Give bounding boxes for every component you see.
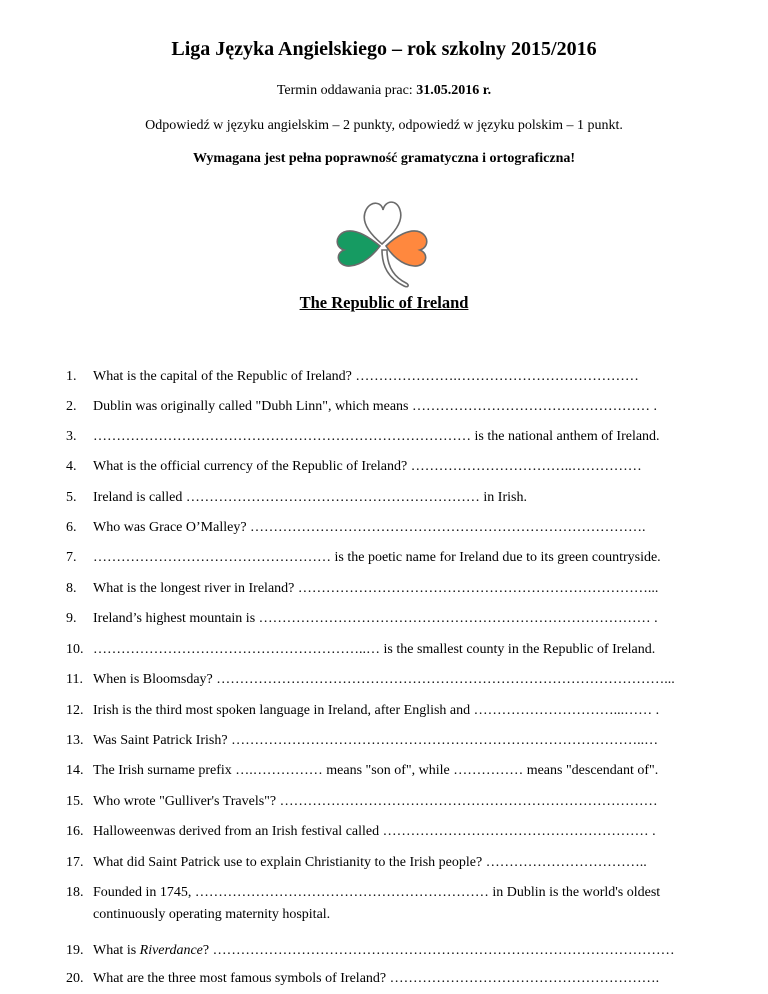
question-text: What are the three most famous symbols of Ireland? …………………………………………………. (93, 971, 660, 986)
question-text: When is Bloomsday? ……………………………………………………………………………………... (93, 672, 675, 687)
question-item: 3. ……………………………………………………………………… is the national anthem of Ireland. (66, 426, 726, 448)
question-item: 12. Irish is the third most spoken language in Ireland, after English and …………………………...…… . (66, 700, 726, 722)
deadline-label: Termin oddawania prac: (276, 83, 417, 98)
question-item: 4. What is the official currency of the Republic of Ireland? ……………………………..…………… (66, 456, 726, 478)
question-text: Halloweenwas derived from an Irish festival called ………………………………………………… . (93, 824, 656, 839)
question-text: Dublin was originally called "Dubh Linn", which means …………………………………………… . (93, 399, 657, 414)
riverdance-italic: Riverdance (139, 943, 203, 958)
question-text: ……………………………………………………………………… is the national anthem of Ireland. (93, 429, 660, 444)
scoring-note: Odpowiedź w języku angielskim – 2 punkty, odpowiedź w języku polskim – 1 punkt. (145, 118, 623, 133)
question-text: Was Saint Patrick Irish? ……………………………………………………………………………..… (93, 733, 659, 748)
question-text: What is the capital of the Republic of Ireland? ………………….………………………………… (93, 369, 639, 384)
question-text: Ireland is called ……………………………………………………… in Irish. (93, 490, 527, 505)
question-text: What is the official currency of the Republic of Ireland? ……………………………..…………… (93, 459, 642, 474)
question-item: 10. …………………………………………………..… is the smallest county in the Republic of Ireland. (66, 639, 726, 661)
deadline-line (0, 83, 768, 99)
question-item: 17. What did Saint Patrick use to explain Christianity to the Irish people? …………………………….. (66, 852, 726, 874)
question-item: 6. Who was Grace O’Malley? …………………………………………………………………………. (66, 517, 726, 539)
question-item: 13. Was Saint Patrick Irish? ……………………………………………………………………………..… (66, 730, 726, 752)
question-text: What is the longest river in Ireland? …………………………………………………………………... (93, 581, 659, 596)
question-item: 1. What is the capital of the Republic of Ireland? ………………….………………………………… (66, 366, 726, 388)
section-title: The Republic of Ireland (299, 293, 469, 312)
question-text: The Irish surname prefix ….…………… means "son of", while …………… means "descendant of". (93, 763, 659, 778)
grammar-note: Wymagana jest pełna poprawność gramatyczna i ortograficzna! (192, 151, 576, 166)
question-item: 15. Who wrote "Gulliver's Travels"? ……………………………………………………………………… (66, 791, 726, 813)
question-item: 5. Ireland is called ……………………………………………………… in Irish. (66, 487, 726, 509)
question-item: 19. What is Riverdance? ……………………………………………………………………………………… (66, 940, 726, 962)
shamrock-icon (330, 192, 435, 292)
page-title: Liga Języka Angielskiego – rok szkolny 2015/2016 (171, 38, 597, 60)
question-text: …………………………………………………..… is the smallest county in the Republic of Ireland. (93, 642, 656, 657)
question-item: 20. What are the three most famous symbols of Ireland? …………………………………………………. (66, 968, 726, 990)
question-text: Ireland’s highest mountain is ………………………………………………………………………… . (93, 611, 658, 626)
question-text: What did Saint Patrick use to explain Christianity to the Irish people? …………………………….. (93, 855, 647, 870)
question-item: 14. The Irish surname prefix ….…………… means "son of", while …………… means "descendant of". (66, 760, 726, 782)
question-item: 11. When is Bloomsday? ……………………………………………………………………………………... (66, 669, 726, 691)
question-item: 18. Founded in 1745, ……………………………………………………… in Dublin is the world's oldest continuously operating maternity hospital. (66, 882, 726, 926)
question-item: 9. Ireland’s highest mountain is ………………………………………………………………………… . (66, 608, 726, 630)
question-text: …………………………………………… is the poetic name for Ireland due to its green countryside. (93, 550, 661, 565)
question-item: 7. …………………………………………… is the poetic name for Ireland due to its green countryside. (66, 547, 726, 569)
question-item: 2. Dublin was originally called "Dubh Linn", which means …………………………………………… . (66, 396, 726, 418)
question-text: Founded in 1745, ……………………………………………………… in Dublin is the world's oldest continuously operating maternity hospital. (93, 885, 661, 922)
question-item: 16. Halloweenwas derived from an Irish festival called ………………………………………………… . (66, 821, 726, 843)
question-text: Irish is the third most spoken language in Ireland, after English and …………………………...…… . (93, 703, 660, 718)
shamrock-leaf-right (386, 231, 427, 266)
question-text: Who wrote "Gulliver's Travels"? ……………………………………………………………………… (93, 794, 658, 809)
question-text: What is Riverdance? ……………………………………………………………………………………… (93, 943, 675, 958)
question-text: Who was Grace O’Malley? …………………………………………………………………………. (93, 520, 646, 535)
deadline-date: 31.05.2016 r. (416, 83, 492, 98)
question-item: 8. What is the longest river in Ireland? …………………………………………………………………... (66, 578, 726, 600)
